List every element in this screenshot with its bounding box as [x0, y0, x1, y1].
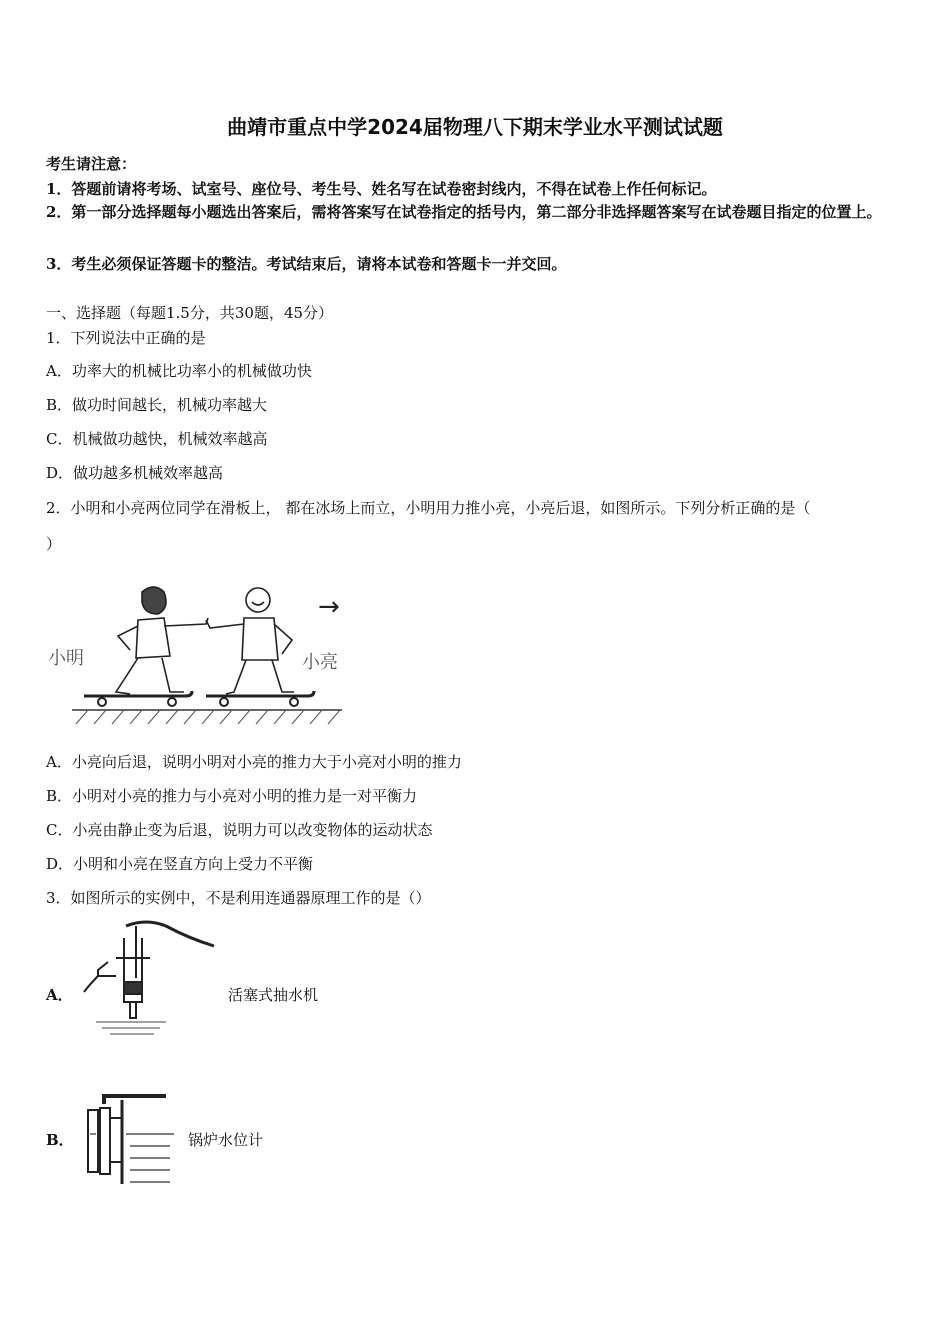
- q3-option-a-letter: A．: [46, 986, 73, 1004]
- q1-option-a: A．功率大的机械比功率小的机械做功快: [46, 362, 312, 380]
- piston-pump-illustration: [76, 918, 218, 1040]
- notice-item-3: 3．考生必须保证答题卡的整洁。考试结束后，请将本试卷和答题卡一并交回。: [46, 255, 567, 273]
- q3-option-a-label: 活塞式抽水机: [228, 986, 319, 1004]
- page-title: 曲靖市重点中学2024届物理八下期末学业水平测试试题: [227, 115, 723, 139]
- q1-stem: 1．下列说法中正确的是: [46, 329, 206, 347]
- q1-option-d: D．做功越多机械效率越高: [46, 464, 224, 482]
- q1-option-b: B．做功时间越长，机械功率越大: [46, 396, 268, 414]
- boiler-water-gauge-illustration: [78, 1090, 178, 1190]
- q2-option-d: D．小明和小亮在竖直方向上受力不平衡: [46, 855, 314, 873]
- q3-stem: 3．如图所示的实例中，不是利用连通器原理工作的是（）: [46, 889, 431, 907]
- q2-figure: [46, 578, 356, 728]
- q2-figure-arrow: →: [318, 592, 340, 622]
- section-heading: 一、选择题（每题1.5分，共30题，45分）: [46, 304, 334, 322]
- q3-option-b-letter: B．: [46, 1131, 74, 1149]
- q2-figure-label-right: 小亮: [302, 652, 338, 673]
- notice-item-1: 1．答题前请将考场、试室号、座位号、考生号、姓名写在试卷密封线内，不得在试卷上作任何标记。: [46, 180, 717, 198]
- notice-item-2: 2．第一部分选择题每小题选出答案后，需将答案写在试卷指定的括号内，第二部分非选择题答案写在试卷题目指定的位置上。: [46, 203, 882, 221]
- q2-option-b: B．小明对小亮的推力与小亮对小明的推力是一对平衡力: [46, 787, 418, 805]
- q2-stem-line2: ）: [46, 535, 62, 553]
- notice-heading: 考生请注意：: [46, 155, 137, 173]
- q2-option-a: A．小亮向后退，说明小明对小亮的推力大于小亮对小明的推力: [46, 753, 462, 771]
- q2-stem-line1: 2．小明和小亮两位同学在滑板上， 都在冰场上而立，小明用力推小亮，小亮后退，如图所示。下列分析正确的是（: [46, 499, 811, 517]
- q2-option-c: C．小亮由静止变为后退，说明力可以改变物体的运动状态: [46, 821, 433, 839]
- q2-figure-label-left: 小明: [48, 648, 84, 669]
- q3-option-b-figure: [78, 1090, 178, 1190]
- q3-option-a-figure: [76, 918, 218, 1040]
- q3-option-b-label: 锅炉水位计: [188, 1131, 264, 1149]
- q1-option-c: C．机械做功越快，机械效率越高: [46, 430, 268, 448]
